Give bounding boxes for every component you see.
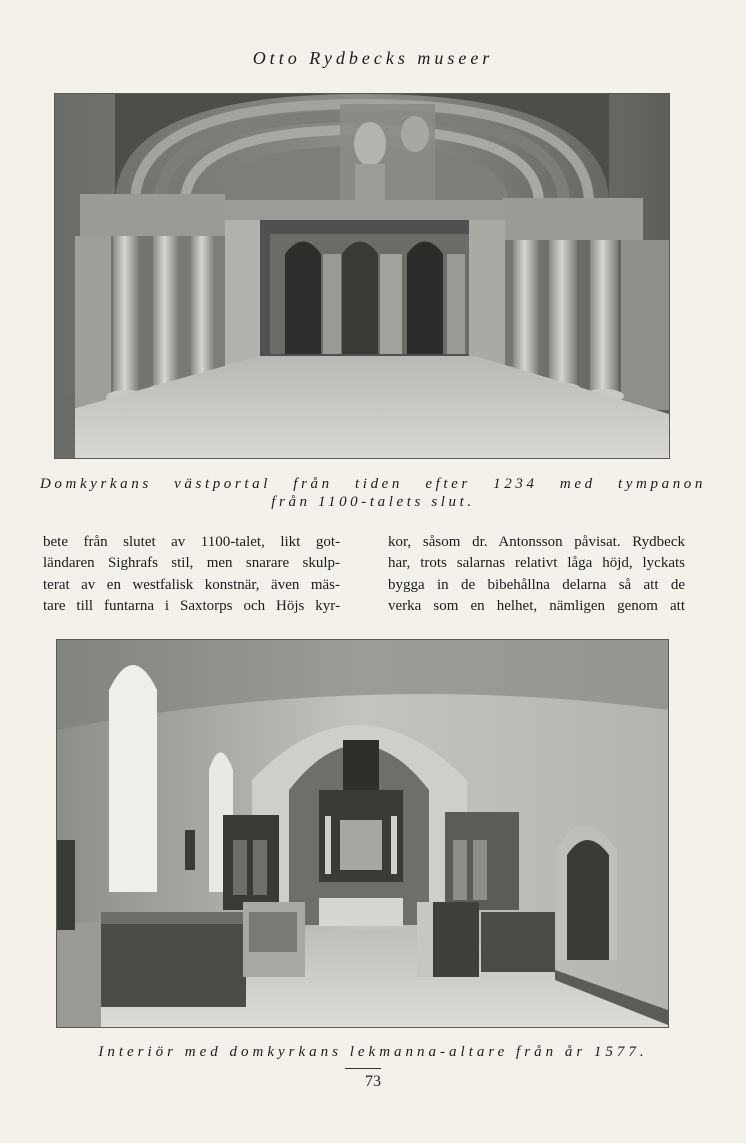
caption-west-portal-line1: Domkyrkans västportal från tiden efter 1234 med tympanon [40,476,706,492]
page-number-rule [345,1068,381,1069]
west-portal-image [55,94,669,458]
body-right-column [388,532,685,622]
body-line: terat av en westfalisk konstnär, även mäs- [43,576,340,593]
running-head: Otto Rydbecks museer [252,48,494,68]
body-line: ländaren Sighrafs stil, men snarare skulp- [43,555,340,572]
photo-west-portal [54,93,670,459]
body-left-column [43,532,340,622]
caption-west-portal-line2: från 1100-talets slut. [271,494,475,510]
body-line: kor, såsom dr. Antonsson påvisat. Rydbeck [388,534,685,550]
body-line: tare till funtarna i Saxtorps och Höjs kyr- [43,597,340,614]
page-number: 73 [365,1073,381,1090]
body-text [43,532,685,622]
church-interior-image [57,640,668,1027]
caption-church-interior: Interiör med domkyrkans lekmanna-altare från år 1577. [98,1044,648,1060]
body-line: har, trots salarnas relativt låga höjd, lyckats [388,555,685,572]
photo-church-interior [56,639,669,1028]
body-line: verka som en helhet, nämligen genom att [388,597,685,614]
body-line: bygga in de bibehållna delarna så att de [388,576,685,593]
body-line: bete från slutet av 1100-talet, likt got- [43,534,340,550]
caption-west-portal [40,475,706,511]
